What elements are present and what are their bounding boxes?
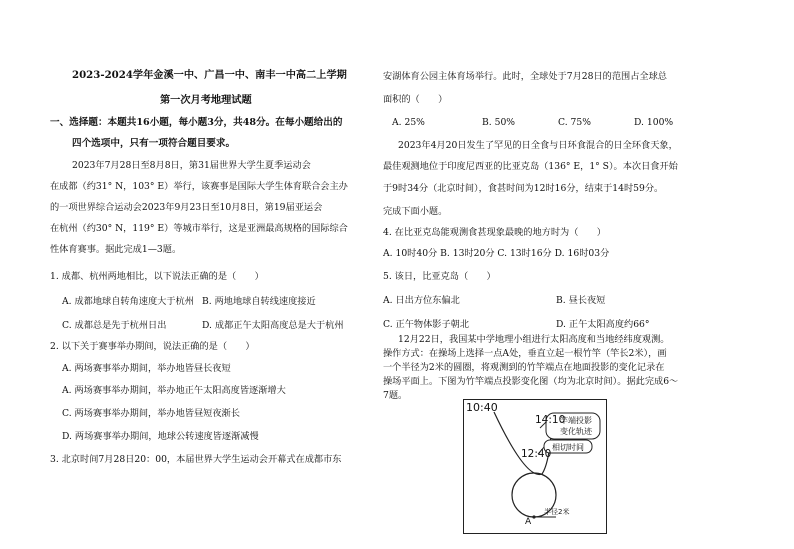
exam-subtitle: 第一次月考地理试题 xyxy=(160,94,252,106)
question-1-option-c: C. 成都总是先于杭州日出 xyxy=(62,320,167,331)
question-1-stem: 1. 成都、杭州两地相比，以下说法正确的是（ ） xyxy=(50,271,264,282)
question-1-option-d: D. 成都正午太阳高度总是大于杭州 xyxy=(202,320,344,331)
question-2-stem: 2. 以下关于赛事举办期间，说法正确的是（ ） xyxy=(50,341,255,352)
question-2-option-b: A. 两场赛事举办期间，举办地正午太阳高度皆逐渐增大 xyxy=(62,385,286,396)
question-4-options: A. 10时40分 B. 13时20分 C. 13时16分 D. 16时03分 xyxy=(383,248,610,259)
question-2-option-a: A. 两场赛事举办期间，举办地皆昼长夜短 xyxy=(62,363,231,374)
question-4-stem: 4. 在比亚克岛能观测食甚现象最晚的地方时为（ ） xyxy=(383,227,606,238)
question-1-option-a: A. 成都地球自转角速度大于杭州 xyxy=(62,296,194,307)
section-heading-cont: 四个选项中，只有一项符合题目要求。 xyxy=(72,138,236,149)
trajectory-label-line1: 竿端投影 xyxy=(560,416,592,425)
question-3-stem-cont: 面积的（ ） xyxy=(383,94,448,105)
intro-paragraph-line: 在成都（约31° N，103° E）举行，该赛事是国际大学生体育联合会主办 xyxy=(50,181,348,192)
question-3-option-d: D. 100% xyxy=(634,117,674,128)
intro-paragraph-line: 在杭州（约30° N，119° E）等城市举行，这是亚洲最高规格的国际综合 xyxy=(50,223,348,234)
tangent-label: 相切时间 xyxy=(552,443,584,452)
point-a-label: A xyxy=(525,517,532,527)
question-3-option-c: C. 75% xyxy=(558,117,591,128)
question-5-option-d: D. 正午太阳高度约66° xyxy=(556,319,650,330)
intro2-paragraph-line: 完成下面小题。 xyxy=(383,206,448,217)
question-3-option-b: B. 50% xyxy=(482,117,516,128)
intro2-paragraph-line: 于9时34分（北京时间），食甚时间为12时16分，结束于14时59分。 xyxy=(383,183,664,194)
question-2-option-d: D. 两场赛事举办期间，地球公转速度皆逐渐减慢 xyxy=(62,431,259,442)
intro-paragraph-line: 的一项世界综合运动会2023年9月23日至10月8日，第19届亚运会 xyxy=(50,202,323,213)
time-label-1040: 10:40 xyxy=(466,401,498,414)
intro2-paragraph-line: 最佳观测地位于印度尼西亚的比亚克岛（136° E，1° S）。本次日食开始 xyxy=(383,161,678,172)
question-5-option-a: A. 日出方位东偏北 xyxy=(383,295,460,306)
question-5-option-c: C. 正午物体影子朝北 xyxy=(383,319,470,330)
intro3-paragraph-line: 操作方式：在操场上选择一点A处，垂直立起一根竹竿（竿长2米），画 xyxy=(383,348,667,359)
question-3-option-a: A. 25% xyxy=(392,117,425,128)
intro3-paragraph-line: 一个半径为2米的圆圈，将观测到的竹竿端点在地面投影的变化记录在 xyxy=(383,362,665,373)
question-5-option-b: B. 昼长夜短 xyxy=(556,295,606,306)
question-5-stem: 5. 该日，比亚克岛（ ） xyxy=(383,271,496,282)
intro2-paragraph-line: 2023年4月20日发生了罕见的日全食与日环食混合的日全环食天象， xyxy=(398,140,678,151)
time-label-1410: 14:10 xyxy=(535,414,566,426)
exam-title: 2023-2024学年金溪一中、广昌一中、南丰一中高二上学期 xyxy=(72,69,347,81)
question-2-option-c: C. 两场赛事举办期间，举办地皆昼短夜渐长 xyxy=(62,408,240,419)
question-3-stem: 3. 北京时间7月28日20：00，本届世界大学生运动会开幕式在成都市东 xyxy=(50,454,342,465)
intro3-paragraph-line: 7题。 xyxy=(383,390,408,401)
time-label-1240: 12:40 xyxy=(521,448,552,460)
intro-paragraph-line: 2023年7月28日至8月8日，第31届世界大学生夏季运动会 xyxy=(72,160,311,171)
trajectory-label-line2: 变化轨迹 xyxy=(560,427,592,436)
question-1-option-b: B. 两地地球自转线速度接近 xyxy=(202,296,316,307)
intro3-paragraph-line: 12月22日，我国某中学地理小组进行太阳高度和当地经纬度观测。 xyxy=(398,334,670,345)
radius-label: 半径2米 xyxy=(544,508,570,516)
intro-paragraph-line: 性体育赛事。据此完成1—3题。 xyxy=(50,244,182,255)
shadow-trajectory-figure xyxy=(463,399,607,534)
intro3-paragraph-line: 操场平面上。下图为竹竿端点投影变化图（均为北京时间）。据此完成6～ xyxy=(383,376,679,387)
section-heading: 一、选择题：本题共16小题，每小题3分，共48分。在每小题给出的 xyxy=(50,117,343,128)
question-3-stem-cont: 安湖体育公园主体育场举行。此时，全球处于7月28日的范围占全球总 xyxy=(383,71,667,82)
